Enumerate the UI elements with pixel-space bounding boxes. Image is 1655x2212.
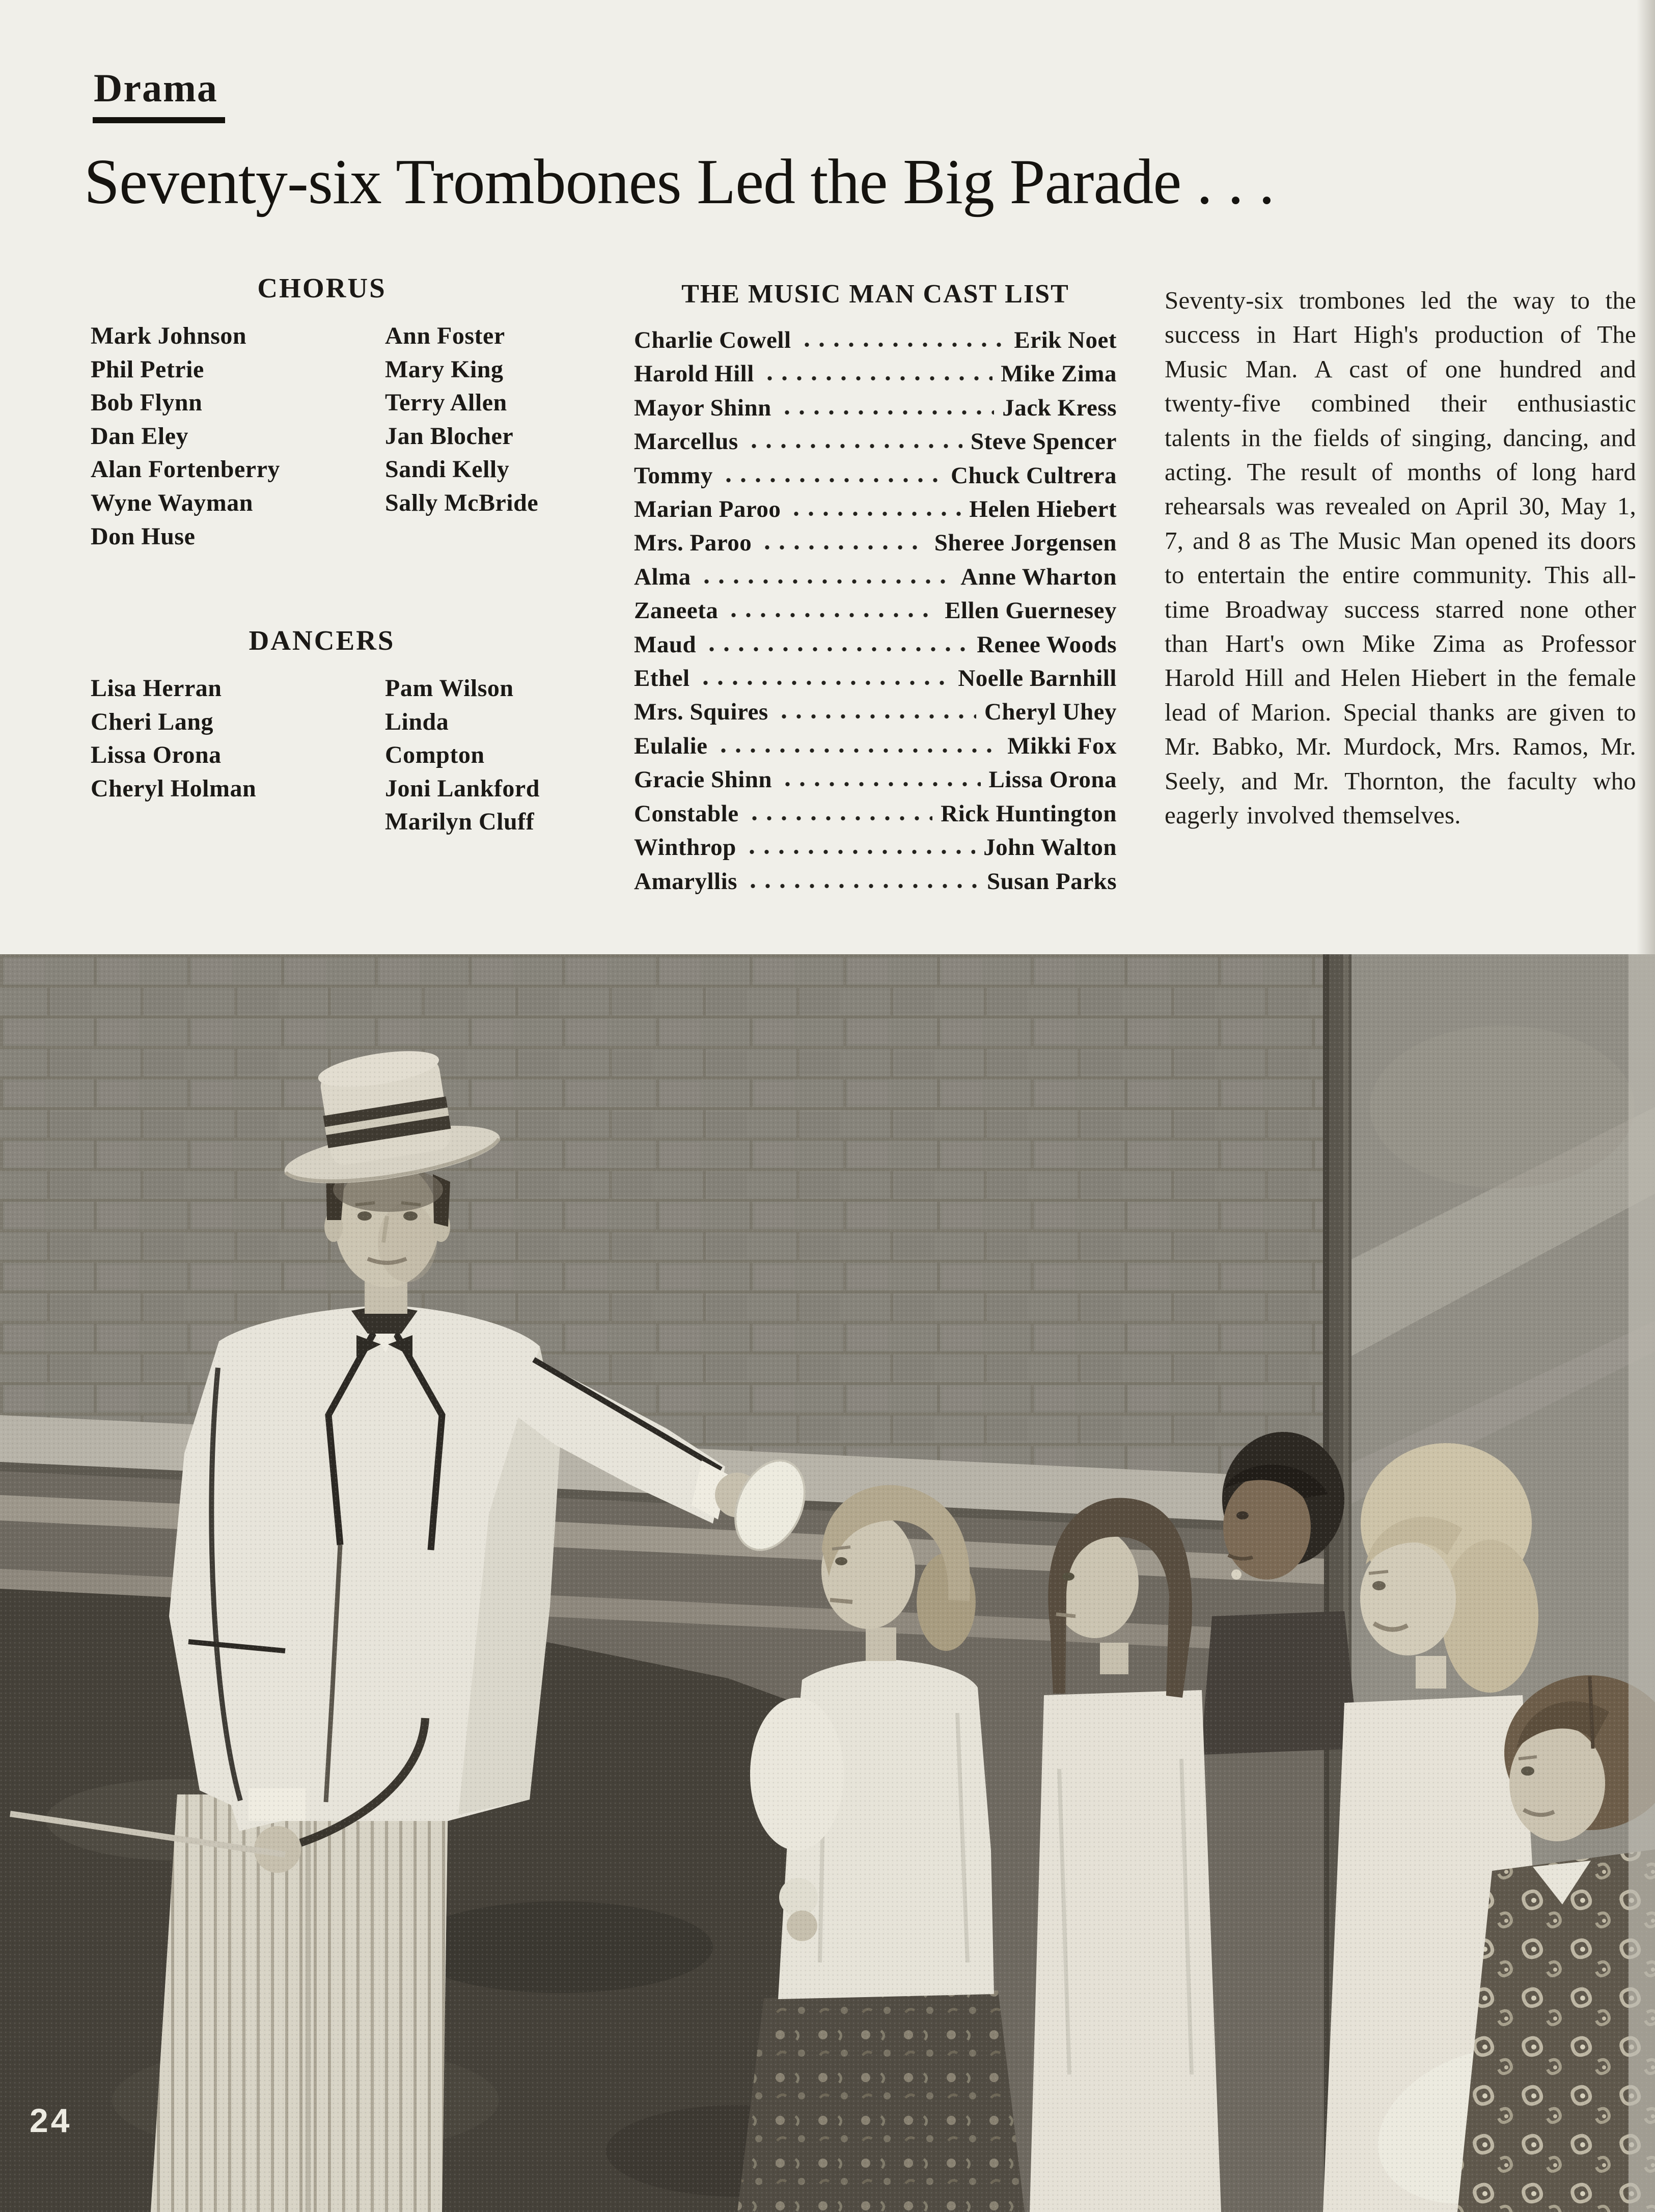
dancers-columns xyxy=(91,672,553,839)
cast-actor: Ellen Guernesey xyxy=(945,597,1117,624)
dancer: Cheryl Holman xyxy=(91,775,257,802)
chorus-member: Mary King xyxy=(385,355,504,383)
cast-role: Ethel xyxy=(634,665,690,692)
cast-row xyxy=(634,729,1117,763)
cast-role: Winthrop xyxy=(634,834,736,861)
cast-role: Mrs. Squires xyxy=(634,699,768,726)
cast-list-rows xyxy=(634,323,1117,898)
cast-row xyxy=(634,763,1117,796)
cast-role: Marcellus xyxy=(634,428,738,455)
chorus-member: Alan Fortenberry xyxy=(91,456,280,483)
chorus-heading: CHORUS xyxy=(257,272,387,303)
cast-role: Charlie Cowell xyxy=(634,327,791,353)
cast-row xyxy=(634,391,1117,425)
page-number: 24 xyxy=(30,2102,72,2139)
cast-role: Mrs. Paroo xyxy=(634,530,752,557)
photo-page-edge xyxy=(1629,954,1655,2212)
cast-role: Mayor Shinn xyxy=(634,394,771,421)
cast-actor: Chuck Cultrera xyxy=(951,462,1117,489)
dotted-leader xyxy=(704,646,969,652)
cast-actor: John Walton xyxy=(983,834,1117,861)
dancers-column-left xyxy=(91,672,385,839)
dotted-leader xyxy=(760,544,926,550)
cast-actor: Erik Noet xyxy=(1014,327,1117,353)
cast-role: Gracie Shinn xyxy=(634,766,773,793)
cast-row xyxy=(634,526,1117,560)
cast-actor: Susan Parks xyxy=(987,868,1117,895)
dancers-column-right xyxy=(385,672,553,839)
chorus-columns xyxy=(91,319,553,553)
dotted-leader xyxy=(747,443,962,449)
dancer: Marilyn Cluff xyxy=(385,808,535,836)
photo-music-man-rehearsal xyxy=(0,954,1655,2212)
dotted-leader xyxy=(777,713,976,720)
cast-role: Eulalie xyxy=(634,732,708,759)
cast-row xyxy=(634,560,1117,594)
dancer: Lisa Herran xyxy=(91,675,222,702)
cast-actor: Jack Kress xyxy=(1002,394,1117,421)
dotted-leader xyxy=(789,511,961,517)
chorus-column-left xyxy=(91,319,385,553)
chorus-member: Wyne Wayman xyxy=(91,489,253,516)
chorus-member: Mark Johnson xyxy=(91,322,247,349)
chorus-member: Sally McBride xyxy=(385,489,539,516)
cast-role: Constable xyxy=(634,800,739,827)
dancer: Joni Lankford xyxy=(385,775,540,802)
chorus-member: Sandi Kelly xyxy=(385,456,510,483)
cast-role: Marian Paroo xyxy=(634,496,781,523)
section-label: Drama xyxy=(93,65,225,123)
cast-actor: Lissa Orona xyxy=(988,766,1117,793)
dotted-leader xyxy=(744,849,975,855)
cast-role: Amaryllis xyxy=(634,868,737,895)
dancer: Cheri Lang xyxy=(91,708,214,735)
dotted-leader xyxy=(746,883,979,889)
cast-role: Harold Hill xyxy=(634,361,754,388)
dotted-leader xyxy=(721,477,943,483)
cast-row xyxy=(634,797,1117,831)
chorus-member: Ann Foster xyxy=(385,322,505,349)
chorus-member: Dan Eley xyxy=(91,422,189,450)
cast-actor: Mikki Fox xyxy=(1007,732,1117,759)
cast-list-section xyxy=(634,279,1117,898)
cast-role: Tommy xyxy=(634,462,713,489)
chorus-member: Jan Blocher xyxy=(385,422,514,450)
cast-row xyxy=(634,661,1117,695)
cast-actor: Helen Hiebert xyxy=(969,496,1117,523)
cast-row xyxy=(634,459,1117,492)
dotted-leader xyxy=(698,680,950,686)
photo-halftone-overlay xyxy=(0,954,1655,2212)
dotted-leader xyxy=(716,748,1000,754)
chorus-member: Terry Allen xyxy=(385,389,507,417)
dotted-leader xyxy=(699,578,953,585)
cast-role: Alma xyxy=(634,563,691,590)
cast-actor: Sheree Jorgensen xyxy=(934,530,1117,557)
cast-row xyxy=(634,425,1117,458)
cast-actor: Renee Woods xyxy=(977,631,1117,658)
cast-row xyxy=(634,865,1117,898)
cast-row xyxy=(634,628,1117,661)
dotted-leader xyxy=(747,815,933,821)
cast-row xyxy=(634,695,1117,729)
cast-actor: Rick Huntington xyxy=(941,800,1117,827)
dotted-leader xyxy=(799,342,1006,348)
cast-row xyxy=(634,323,1117,357)
dotted-leader xyxy=(762,375,993,381)
cast-actor: Noelle Barnhill xyxy=(958,665,1117,692)
dancers-section xyxy=(91,624,553,839)
chorus-member: Don Huse xyxy=(91,522,196,550)
dancers-heading: DANCERS xyxy=(249,625,395,656)
cast-list-heading: THE MUSIC MAN CAST LIST xyxy=(681,280,1069,309)
cast-actor: Anne Wharton xyxy=(960,563,1117,590)
chorus-member: Phil Petrie xyxy=(91,355,204,383)
cast-row xyxy=(634,357,1117,391)
cast-role: Zaneeta xyxy=(634,597,719,624)
cast-actor: Mike Zima xyxy=(1001,361,1117,388)
chorus-section xyxy=(91,272,553,553)
chorus-member: Bob Flynn xyxy=(91,389,203,417)
article-text: Seventy-six trombones led the way to the success in Hart High's production of The Music Man. A cast of one hundred and twenty-five combined their enthusiastic talents in the fields of singing, dancing, and acting. The result of months of long hard rehearsals was revealed on April 30, May 1, 7, and 8 as The Music Man opened its doors to entertain the entire community. This all-time Broadway success starred none other than Hart's own Mike Zima as Professor Harold Hill and Helen Hiebert in the female lead of Marion. Special thanks are given to Mr. Babko, Mr. Murdock, Mrs. Ramos, Mr. Seely, and Mr. Thornton, the faculty who eagerly involved themselves. xyxy=(1165,286,1636,830)
cast-actor: Steve Spencer xyxy=(970,428,1117,455)
dotted-leader xyxy=(780,781,980,787)
cast-actor: Cheryl Uhey xyxy=(984,699,1117,726)
dancer: Pam Wilson xyxy=(385,675,514,702)
dotted-leader xyxy=(726,612,936,618)
paper-scan-edge xyxy=(1637,0,1655,954)
cast-row xyxy=(634,831,1117,864)
dancer: Lissa Orona xyxy=(91,741,222,769)
dotted-leader xyxy=(780,409,994,416)
dancer: Linda Compton xyxy=(385,708,485,769)
cast-row xyxy=(634,492,1117,526)
page-title: Seventy-six Trombones Led the Big Parade . . . xyxy=(84,147,1275,217)
cast-row xyxy=(634,594,1117,627)
chorus-column-right xyxy=(385,319,553,553)
cast-role: Maud xyxy=(634,631,697,658)
